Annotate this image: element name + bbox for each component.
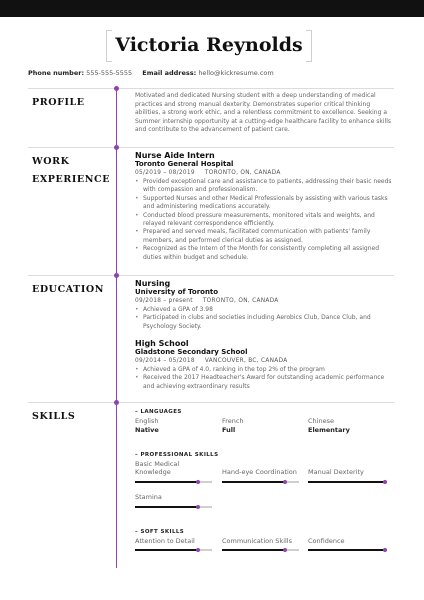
languages-heading: – LANGUAGES	[135, 409, 182, 415]
list-item: • Supported Nurses and other Medical Professionals by assisting with various tasks and administering medications accurately.	[135, 195, 393, 212]
language-level: Native	[135, 425, 159, 434]
skill-knob	[196, 480, 201, 485]
skill-fill	[135, 549, 198, 551]
timeline-line	[116, 88, 117, 568]
edu-school: Gladstone Secondary School	[135, 348, 248, 356]
list-item: • Achieved a GPA of 3.98	[135, 306, 393, 314]
skill-knob	[383, 548, 388, 553]
list-item: • Recognized as the Intern of the Month for consistently completing all assigned duties within budget and schedule.	[135, 245, 393, 262]
skill-item	[135, 537, 212, 545]
education-heading: EDUCATION	[32, 284, 105, 295]
skill-bar	[135, 481, 212, 483]
language-level: Elementary	[308, 425, 350, 434]
language-name: Chinese	[308, 417, 334, 425]
job-employer: Toronto General Hospital	[135, 160, 234, 168]
list-item: • Achieved a GPA of 4.0, ranking in the top 2% of the program	[135, 366, 393, 374]
soft-skills-heading: – SOFT SKILLS	[135, 529, 185, 535]
work-heading-line2: EXPERIENCE	[32, 174, 111, 185]
list-item: • Conducted blood pressure measurements, monitored vitals and weights, and relayed relevant correspondence efficiently.	[135, 212, 393, 229]
list-item: • Prepared and served meals, facilitated communication with patients' family members, and performed clerical duties as assigned.	[135, 228, 393, 245]
skill-knob	[383, 480, 388, 485]
skill-fill	[135, 481, 198, 483]
skill-fill	[222, 549, 285, 551]
skill-fill	[222, 481, 285, 483]
edu-dates: 09/2018 – present	[135, 298, 193, 304]
skill-name: Hand-eye Coordination	[222, 468, 297, 476]
skill-name: Basic Medical Knowledge	[135, 460, 180, 477]
skill-bar	[135, 549, 212, 551]
edu-dates: 09/2014 – 05/2018	[135, 358, 195, 364]
language-item	[135, 417, 159, 434]
skill-name: Attention to Detail	[135, 537, 195, 545]
language-item	[308, 417, 350, 434]
divider	[28, 147, 394, 148]
edu-degree: Nursing	[135, 279, 171, 288]
profile-heading: PROFILE	[32, 97, 85, 108]
edu-degree: High School	[135, 339, 189, 348]
skill-knob	[196, 548, 201, 553]
phone-value: 555-555-5555	[86, 69, 133, 77]
edu-meta	[135, 298, 279, 304]
language-name: French	[222, 417, 244, 425]
skill-fill	[308, 549, 385, 551]
email-label: Email address:	[142, 69, 197, 77]
skill-item	[308, 468, 385, 476]
job-title: Nurse Aide Intern	[135, 151, 215, 160]
timeline-dot	[114, 86, 119, 91]
skill-bar	[222, 549, 299, 551]
skill-bar	[308, 481, 385, 483]
skill-item	[308, 537, 385, 545]
skill-bar	[308, 549, 385, 551]
profile-text: Motivated and dedicated Nursing student with a deep understanding of medical practices and strong manual dexterity. Demonstrates superior critical thinking abilities, a strong work ethic, and a relentless commitment to excellence. Seeking a Summer internship opportunity at a cutting-edge healthcare facility to enhance skills and contribute to the advancement of patient care.	[135, 92, 392, 134]
skill-item	[135, 460, 212, 477]
skill-name: Manual Dexterity	[308, 468, 364, 476]
phone-label: Phone number:	[28, 69, 85, 77]
timeline-dot	[114, 145, 119, 150]
language-item	[222, 417, 244, 434]
skill-bar	[222, 481, 299, 483]
edu-meta	[135, 358, 288, 364]
timeline-dot	[114, 273, 119, 278]
skill-name: Stamina	[135, 493, 162, 501]
top-bar	[0, 0, 424, 17]
edu-bullets	[135, 366, 393, 391]
name-header	[106, 30, 312, 62]
email-value: hello@kickresume.com	[198, 69, 274, 77]
edu-school: University of Toronto	[135, 288, 219, 296]
edu-location: VANCOUVER, BC, CANADA	[204, 358, 288, 364]
job-location: TORONTO, ON, CANADA	[204, 170, 281, 176]
professional-skills-heading: – PROFESSIONAL SKILLS	[135, 452, 219, 458]
skill-bar	[135, 506, 212, 508]
divider	[28, 88, 394, 89]
candidate-name: Victoria Reynolds	[115, 34, 303, 56]
skill-item	[135, 493, 212, 501]
skill-name: Confidence	[308, 537, 345, 545]
skill-item	[222, 468, 299, 476]
job-bullets	[135, 178, 393, 262]
timeline-dot	[114, 400, 119, 405]
skill-knob	[283, 548, 288, 553]
edu-bullets	[135, 306, 393, 331]
divider	[28, 402, 394, 403]
language-level: Full	[222, 425, 236, 434]
edu-location: TORONTO, ON, CANADA	[202, 298, 279, 304]
job-dates: 05/2019 – 08/2019	[135, 170, 195, 176]
skills-heading: SKILLS	[32, 411, 76, 422]
list-item: • Provided exceptional care and assistance to patients, addressing their basic needs with compassion and professionalism.	[135, 178, 393, 195]
skill-item	[222, 537, 299, 545]
list-item: • Participated in clubs and societies including Aerobics Club, Dance Club, and Psychology Society.	[135, 314, 393, 331]
skill-fill	[308, 481, 385, 483]
divider	[28, 275, 394, 276]
skill-fill	[135, 506, 198, 508]
skill-name: Communication Skills	[222, 537, 292, 545]
list-item: • Received the 2017 Headteacher's Award for outstanding academic performance and achieving extraordinary results	[135, 374, 393, 391]
job-meta	[135, 170, 281, 176]
language-name: English	[135, 417, 159, 425]
contact-line	[28, 69, 282, 77]
work-heading-line1: WORK	[32, 156, 70, 167]
skill-knob	[196, 505, 201, 510]
skill-knob	[283, 480, 288, 485]
